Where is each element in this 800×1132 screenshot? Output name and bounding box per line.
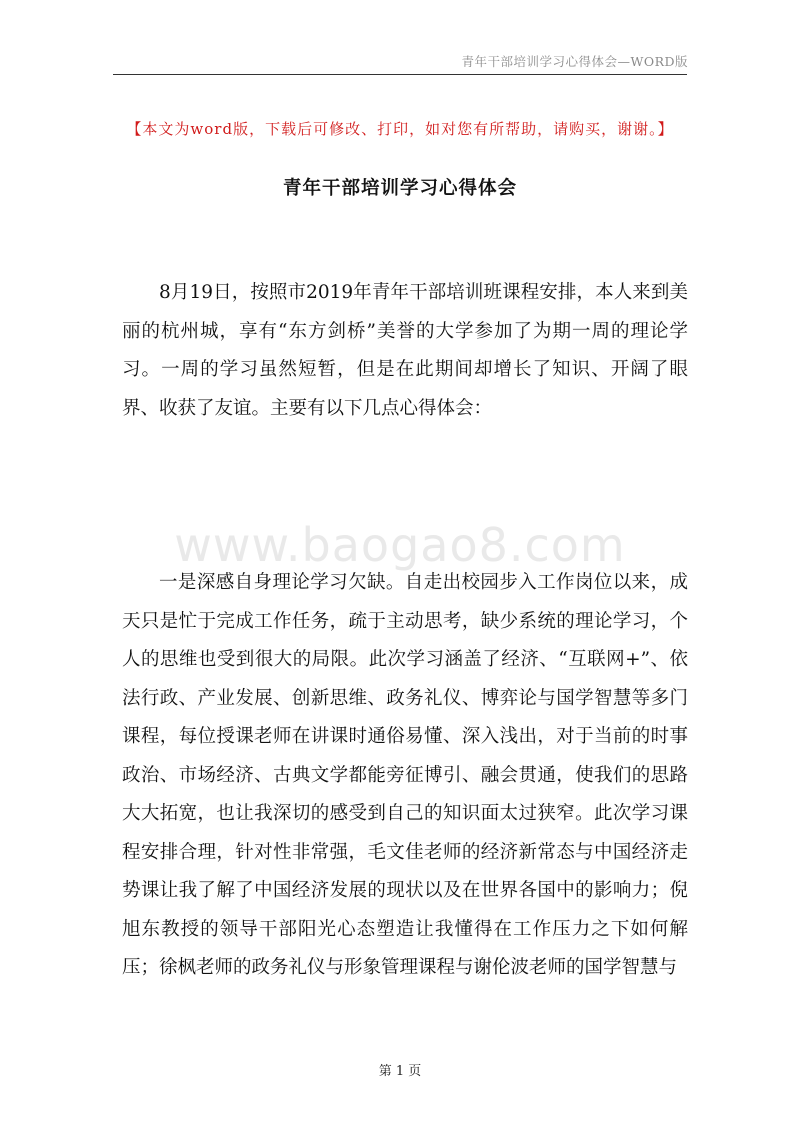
watermark: www.baogao8.com <box>174 518 626 572</box>
download-notice: 【本文为word版，下载后可修改、打印，如对您有所帮助，请购买，谢谢。】 <box>126 120 674 138</box>
body-paragraph: 一是深感自身理论学习欠缺。自走出校园步入工作岗位以来，成天只是忙于完成工作任务，疏于主动思考，缺少系统的理论学习，个人的思维也受到很大的局限。此次学习涵盖了经济、“互联网+”、依法行政、产业发展、创新思维、政务礼仪、博弈论与国学智慧等多门课程，每位授课老师在讲课时通俗易懂、深入浅出，对于当前的时事政治、市场经济、古典文学都能旁征博引、融会贯通，使我们的思路大大拓宽，也让我深切的感受到自己的知识面太过狭窄。此次学习课程安排合理，针对性非常强，毛文佳老师的经济新常态与中国经济走势课让我了解了中国经济发展的现状以及在世界各国中的影响力；倪旭东教授的领导干部阳光心态塑造让我懂得在工作压力之下如何解压；徐枫老师的政务礼仪与形象管理课程与谢伦波老师的国学智慧与 <box>122 572 688 978</box>
page-number: 第 1 页 <box>378 1064 422 1079</box>
header-doc-label: 青年干部培训学习心得体会—WORD版 <box>461 54 688 69</box>
header-divider <box>113 74 687 75</box>
document-title: 青年干部培训学习心得体会 <box>282 178 517 199</box>
body-paragraph: 8月19日，按照市2019年青年干部培训班课程安排，本人来到美丽的杭州城，享有“东方剑桥”美誉的大学参加了为期一周的理论学习。一周的学习虽然短暂，但是在此期间却增长了知识、开阔了眼界、收获了友谊。主要有以下几点心得体会： <box>122 282 688 419</box>
